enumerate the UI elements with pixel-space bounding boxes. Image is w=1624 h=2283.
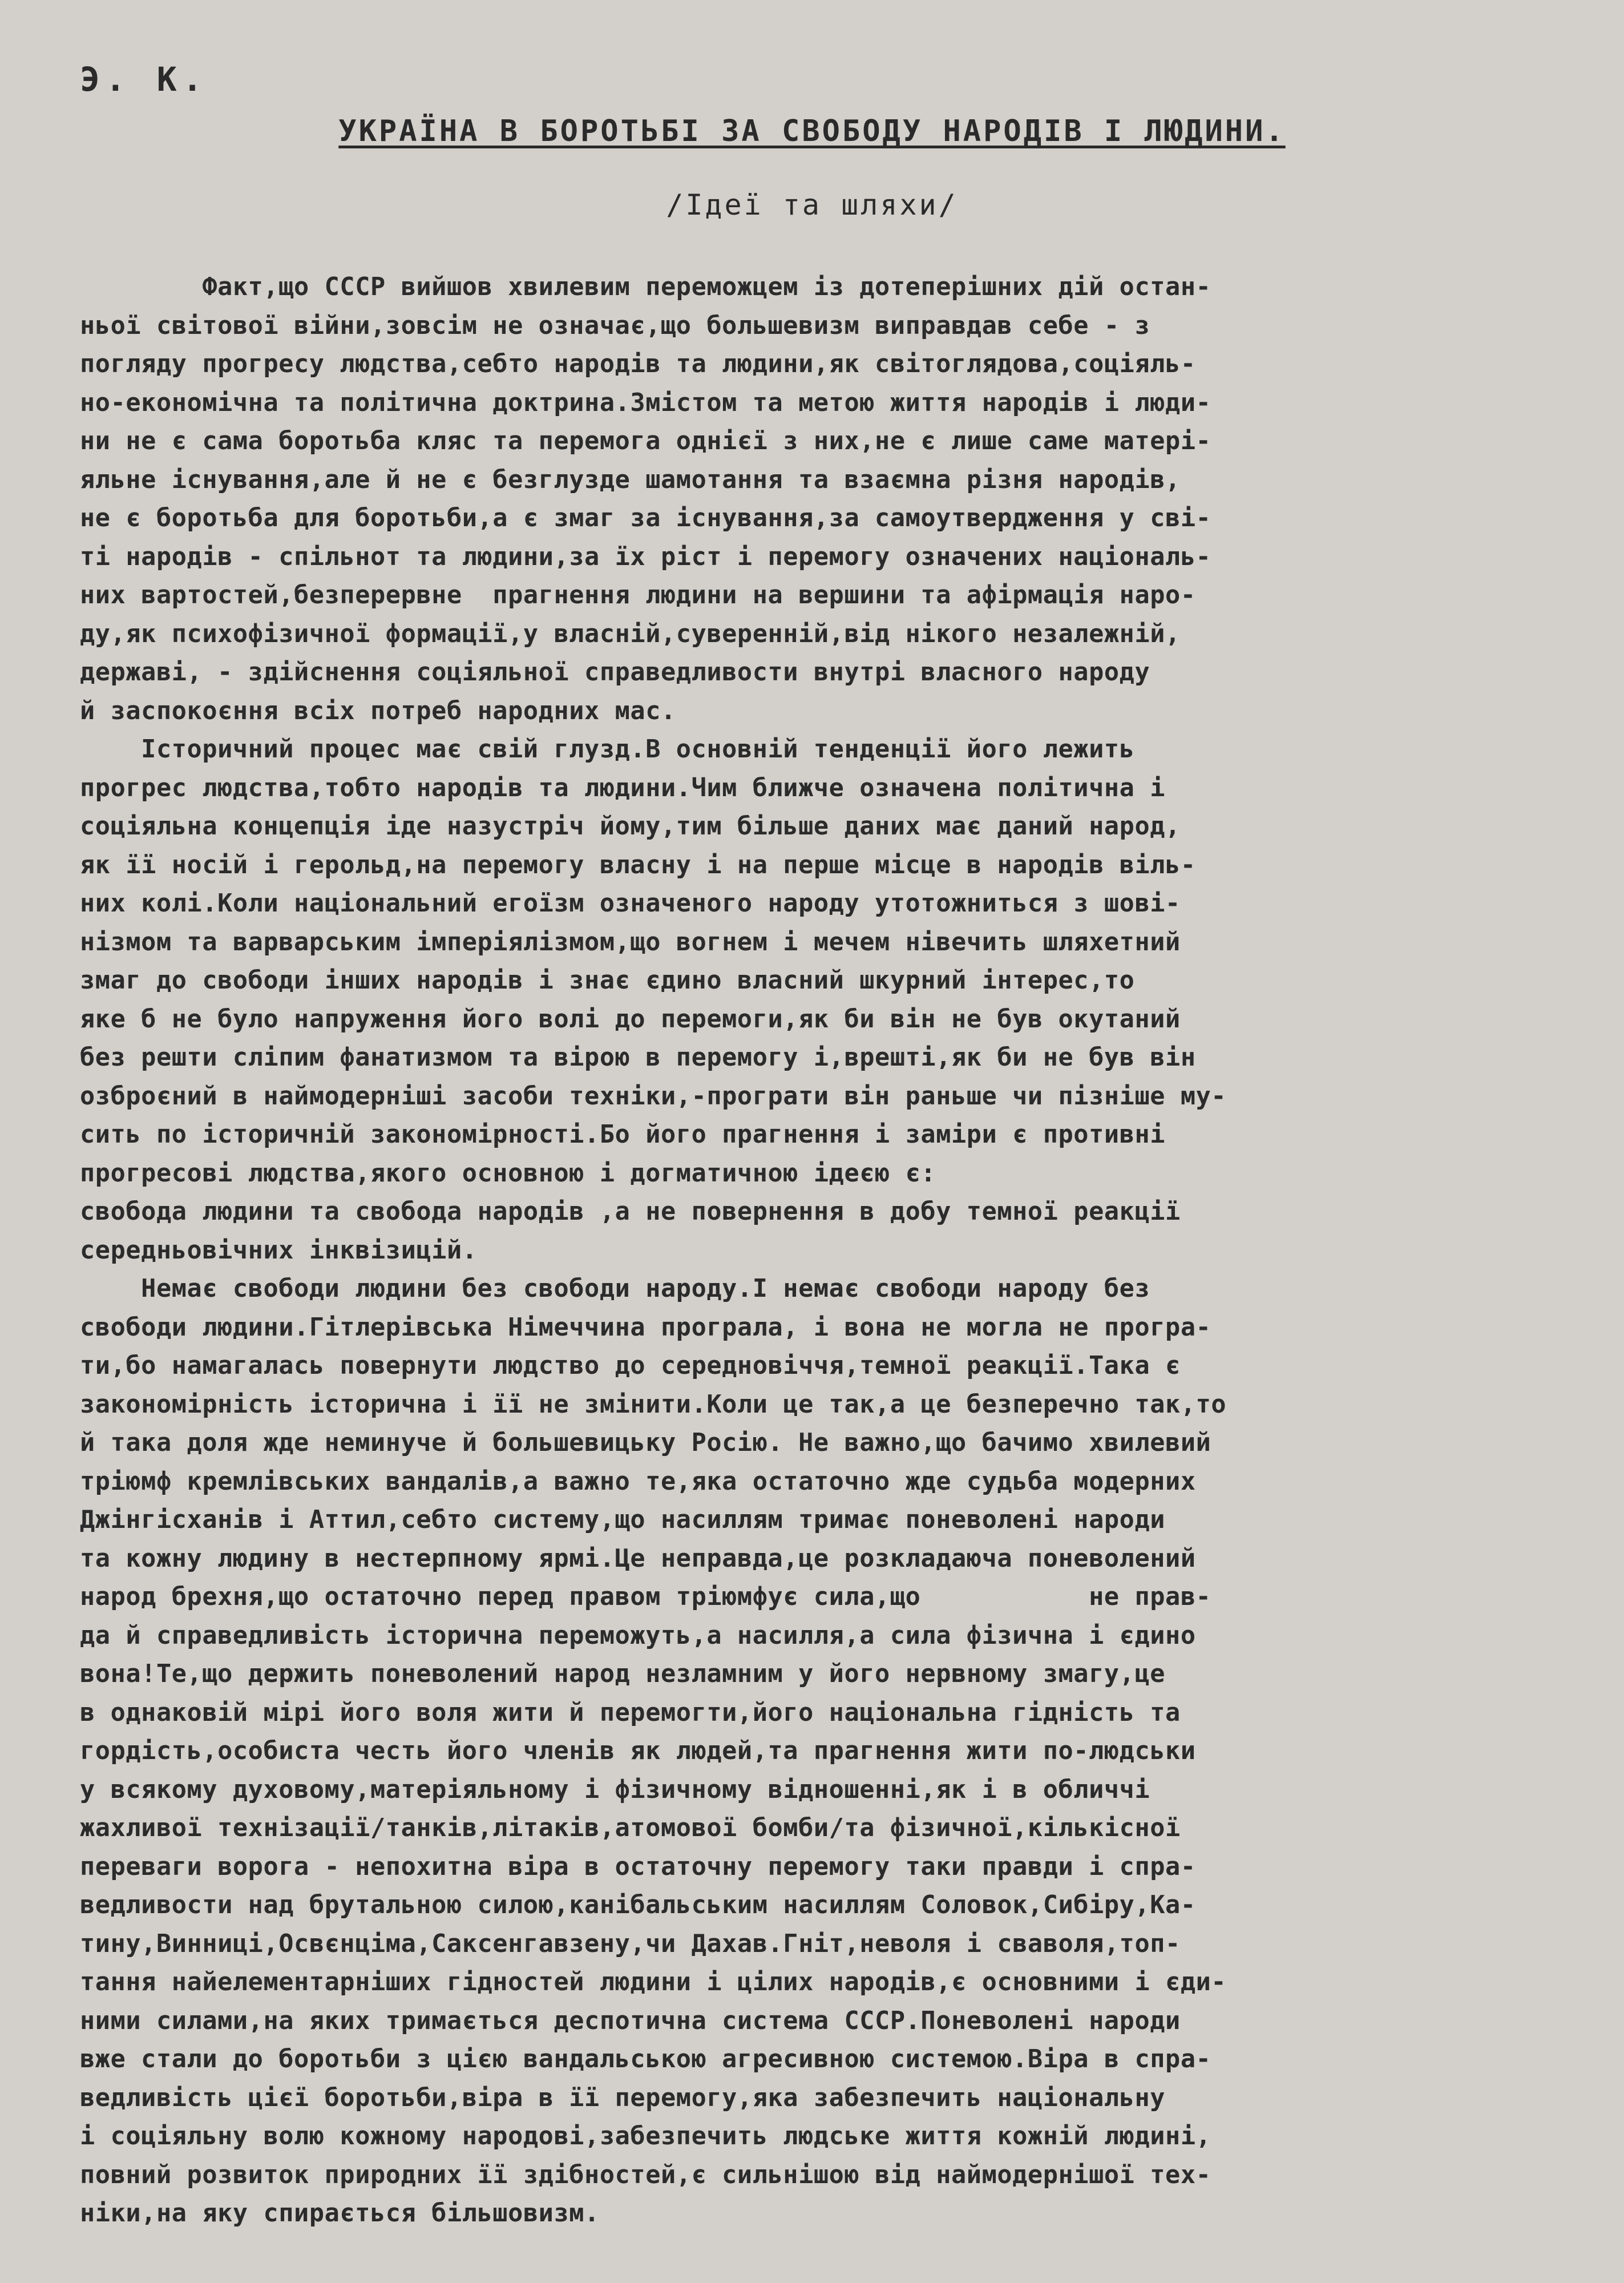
text-line: в однаковій мірі його воля жити й перемогти,його національна гідність та [80,1698,1181,1727]
text-line: соціяльна концепція іде назустріч йому,тим більше даних має даний народ, [80,812,1181,841]
text-line: них колі.Коли національний егоїзм означеного народу утотожниться з шові- [80,889,1181,918]
text-line: ведливости над брутальною силою,канібальським насиллям Соловок,Сибіру,Ка- [80,1891,1196,1919]
text-line: ни не є сама боротьба кляс та перемога однієї з них,не є лише саме матері- [80,427,1211,455]
text-line: да й справедливість історична переможуть,а насилля,а сила фізична і єдино [80,1621,1196,1650]
text-line: но-економічна та політична доктрина.Змістом та метою життя народів і люди- [80,388,1211,417]
text-line: них вартостей,безперервне прагнення людини на вершини та афірмація наро- [80,581,1196,610]
text-line: прогресові людства,якого основною і догматичною ідеєю є: [80,1159,936,1188]
text-line: Факт,що СССР вийшов хвилевим переможцем із дотеперішних дій остан- [80,273,1211,301]
text-line: ведливість цієї боротьби,віра в її перемогу,яка забезпечить національну [80,2083,1166,2112]
text-line: яке б не було напруження його волі до перемоги,як би він не був окутаний [80,1005,1181,1034]
text-line: вона!Те,що держить поневолений народ незламним у його нервному змагу,це [80,1660,1166,1688]
text-line: й заспокоєння всіх потреб народних мас. [80,696,676,725]
text-line: ньої світової війни,зовсім не означає,що большевизм виправдав себе - з [80,311,1150,340]
text-line: змаг до свободи інших народів і знає єдино власний шкурний інтерес,то [80,966,1135,995]
text-line: вже стали до боротьби з цією вандальською агресивною системою.Віра в спра- [80,2045,1211,2074]
text-line: закономірність історична і її не змінити.Коли це так,а це безперечно так,то [80,1390,1227,1419]
text-line: ти,бо намагалась повернути людство до середновіччя,темної реакції.Така є [80,1352,1181,1380]
text-line: і соціяльну волю кожному народові,забезпечить людське життя кожній людині, [80,2122,1211,2151]
text-line: середньовічних інквізицій. [80,1236,478,1265]
text-line: свободи людини.Гітлерівська Німеччина програла, і вона не могла не програ- [80,1313,1211,1342]
text-line: Джінгісханів і Аттил,себто систему,що насиллям тримає поневолені народи [80,1506,1166,1534]
text-line: повний розвиток природних її здібностей,є сильнішою від наймодернішої тех- [80,2160,1211,2189]
text-line: Немає свободи людини без свободи народу.І немає свободи народу без [80,1274,1150,1303]
text-line: гордість,особиста честь його членів як людей,та прагнення жити по-людськи [80,1737,1196,1765]
text-line: ду,як психофізичної формації,у власній,суверенній,від нікого незалежній, [80,619,1181,648]
text-line: тріюмф кремлівських вандалів,а важно те,яка остаточно жде судьба модерних [80,1467,1196,1496]
text-line: озброєний в наймодерніші засоби техніки,-програти він раньше чи пізніше му- [80,1082,1227,1111]
document-subtitle: /Ідеї та шляхи/ [666,188,958,221]
text-line: як її носій і герольд,на перемогу власну і на перше місце в народів віль- [80,850,1196,880]
text-line: сить по історичній закономірності.Бо його прагнення і заміри є противні [80,1120,1166,1149]
text-line: державі, - здійснення соціяльної справедливости внутрі власного народу [80,658,1150,687]
author-initials: Э. К. [80,60,208,99]
document-title: УКРАЇНА В БОРОТЬБІ ЗА СВОБОДУ НАРОДІВ І ЛЮДИНИ. [338,114,1286,148]
document-body [80,268,1569,2233]
text-line: свобода людини та свобода народів ,а не повернення в добу темної реакції [80,1197,1181,1226]
text-line: народ брехня,що остаточно перед правом тріюмфує сила,що не прав- [80,1583,1211,1611]
text-line: Історичний процес має свій глузд.В основній тенденції його лежить [80,735,1135,764]
text-line: ними силами,на яких тримається деспотична система СССР.Поневолені народи [80,2006,1181,2035]
text-line: тину,Винниці,Освєнціма,Саксенгавзену,чи Дахав.Гніт,неволя і сваволя,топ- [80,1929,1181,1958]
text-line: ніки,на яку спирається більшовизм. [80,2199,600,2228]
text-line: прогрес людства,тобто народів та людини.Чим ближче означена політична і [80,773,1166,802]
text-line: без решти сліпим фанатизмом та вірою в перемогу і,врешті,як би не був він [80,1043,1196,1072]
text-line: яльне існування,але й не є безглузде шамотання та взаємна різня народів, [80,465,1181,494]
text-line: та кожну людину в нестерпному ярмі.Це неправда,це розкладаюча поневолений [80,1544,1196,1573]
text-line: ті народів - спільнот та людини,за їх ріст і перемогу означених національ- [80,542,1211,571]
text-line: жахливої технізації/танків,літаків,атомової бомби/та фізичної,кількісної [80,1814,1181,1842]
text-line: нізмом та варварським імперіялізмом,що вогнем і мечем нівечить шляхетний [80,927,1181,957]
text-line: у всякому духовому,матеріяльному і фізичному відношенні,як і в обличчі [80,1775,1150,1804]
text-line: тання найелементарніших гідностей людини і цілих народів,є основними і єди- [80,1968,1227,1996]
text-line: й така доля жде неминуче й большевицьку Росію. Не важно,що бачимо хвилевий [80,1429,1211,1457]
text-line: переваги ворога - непохитна віра в остаточну перемогу таки правди і спра- [80,1852,1196,1881]
text-line: погляду прогресу людства,себто народів та людини,як світоглядова,соціяль- [80,350,1196,378]
text-line: не є боротьба для боротьби,а є змаг за існування,за самоутвердження у сві- [80,504,1211,533]
